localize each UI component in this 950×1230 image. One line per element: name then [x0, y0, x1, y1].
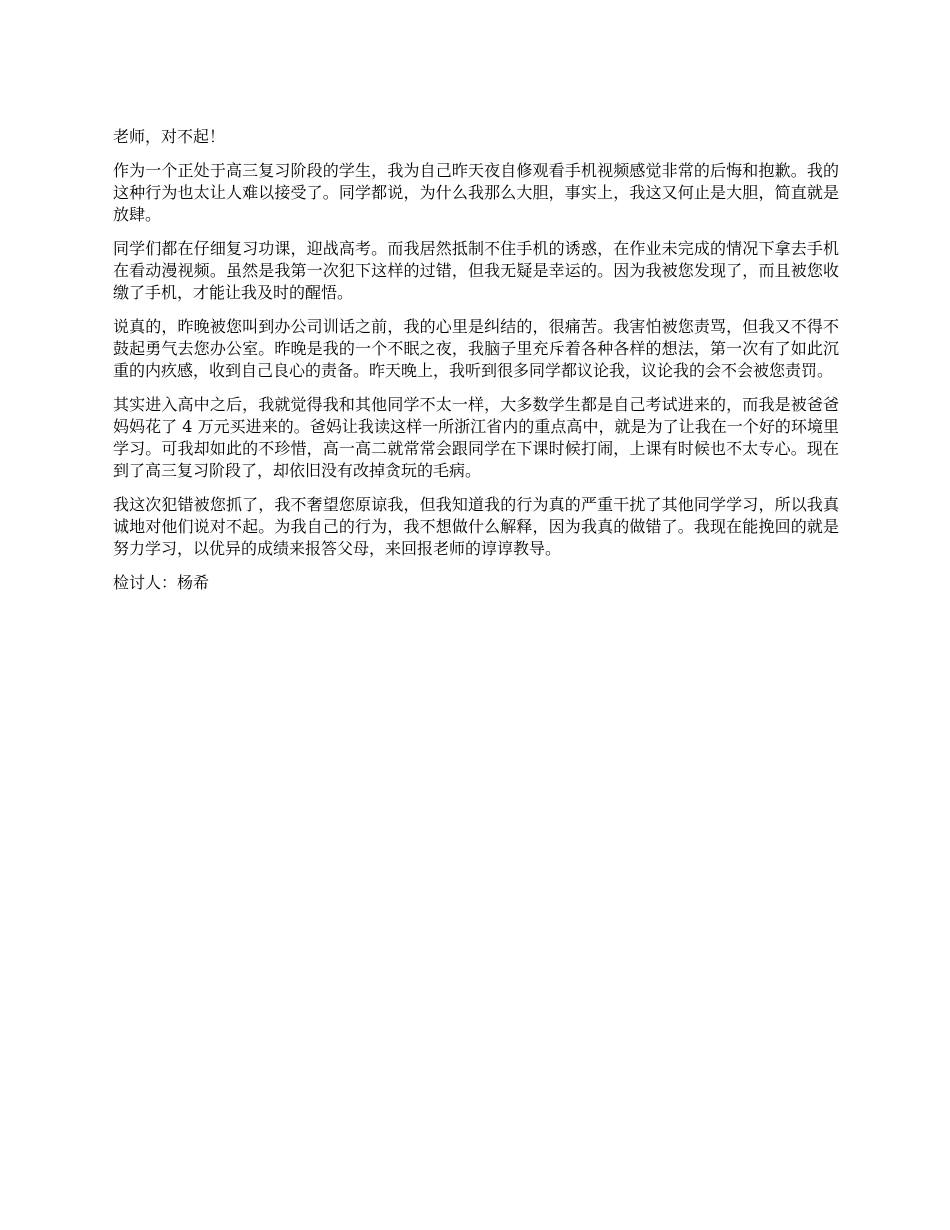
- paragraph-1: 作为一个正处于高三复习阶段的学生，我为自己昨天夜自修观看手机视频感觉非常的后悔和抱歉。我的这种行为也太让人难以接受了。同学都说，为什么我那么大胆，事实上，我这又何止是大胆，简直就是放肆。: [113, 161, 839, 224]
- signature: 检讨人：杨希: [113, 573, 210, 592]
- salutation: 老师，对不起！: [113, 127, 226, 146]
- paragraph-5: 我这次犯错被您抓了，我不奢望您原谅我，但我知道我的行为真的严重干扰了其他同学学习，所以我真诚地对他们说对不起。为我自己的行为，我不想做什么解释，因为我真的做错了。我现在能挽回的就是努力学习，以优异的成绩来报答父母，来回报老师的谆谆教导。: [113, 495, 839, 558]
- paragraph-3: 说真的，昨晚被您叫到办公司训话之前，我的心里是纠结的，很痛苦。我害怕被您责骂，但我又不得不鼓起勇气去您办公室。昨晚是我的一个不眠之夜，我脑子里充斥着各种各样的想法，第一次有了如此沉重的内疚感，收到自己良心的责备。昨天晚上，我听到很多同学都议论我，议论我的会不会被您责罚。: [113, 317, 839, 380]
- paragraph-4: 其实进入高中之后，我就觉得我和其他同学不太一样，大多数学生都是自己考试进来的，而我是被爸爸妈妈花了 4 万元买进来的。爸妈让我读这样一所浙江省内的重点高中，就是为了让我在一个好的环境里学习。可我却如此的不珍惜，高一高二就常常会跟同学在下课时候打闹，上课有时候也不太专心。现在到了高三复习阶段了，却依旧没有改掉贪玩的毛病。: [113, 395, 839, 480]
- document-page: [113, 126, 839, 606]
- paragraph-2: 同学们都在仔细复习功课，迎战高考。而我居然抵制不住手机的诱惑，在作业未完成的情况下拿去手机在看动漫视频。虽然是我第一次犯下这样的过错，但我无疑是幸运的。因为我被您发现了，而且被您收缴了手机，才能让我及时的醒悟。: [113, 239, 839, 302]
